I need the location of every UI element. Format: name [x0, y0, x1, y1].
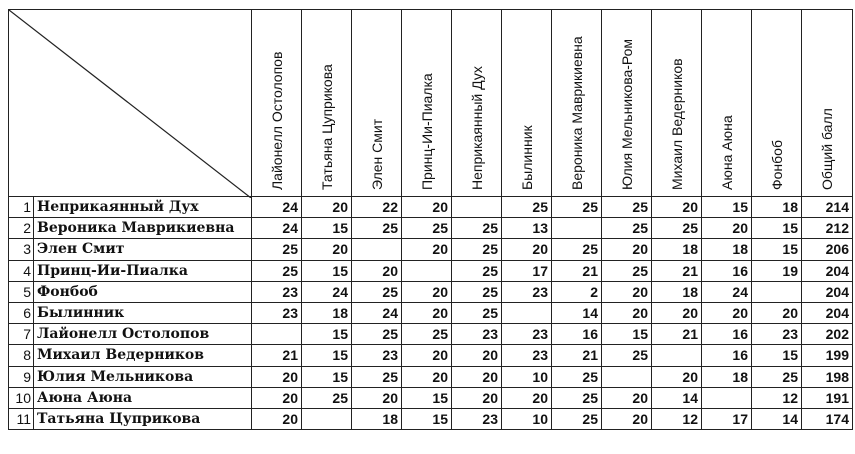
table-row	[9, 366, 853, 387]
score-cell: 25	[602, 197, 652, 218]
participant-name: Былинник	[34, 302, 252, 323]
score-cell: 10	[502, 408, 552, 429]
score-cell: 24	[252, 197, 302, 218]
score-cell: 15	[302, 260, 352, 281]
table-row	[9, 408, 853, 429]
score-cell: 13	[502, 218, 552, 239]
row-number: 6	[9, 302, 34, 323]
score-cell	[352, 239, 402, 260]
table-row	[9, 345, 853, 366]
score-cell: 24	[252, 218, 302, 239]
total-score-cell: 214	[802, 197, 853, 218]
score-cell: 20	[252, 366, 302, 387]
score-cell: 20	[602, 239, 652, 260]
score-cell: 25	[352, 324, 402, 345]
score-cell: 19	[752, 260, 802, 281]
score-cell	[652, 345, 702, 366]
score-cell: 20	[702, 218, 752, 239]
score-cell: 20	[452, 345, 502, 366]
table-row	[9, 281, 853, 302]
participant-name: Принц-Ии-Пиалка	[34, 260, 252, 281]
score-cell: 18	[702, 366, 752, 387]
score-cell: 25	[252, 260, 302, 281]
score-cell: 20	[602, 387, 652, 408]
row-number: 8	[9, 345, 34, 366]
score-cell: 21	[552, 260, 602, 281]
column-header-label: Неприкаянный Дух	[468, 66, 485, 190]
score-cell: 25	[452, 302, 502, 323]
total-score-cell: 204	[802, 260, 853, 281]
score-cell: 20	[452, 366, 502, 387]
column-header	[752, 10, 802, 197]
total-score-cell: 206	[802, 239, 853, 260]
total-score-cell: 191	[802, 387, 853, 408]
score-cell: 25	[452, 281, 502, 302]
score-cell: 23	[502, 324, 552, 345]
participant-name: Неприкаянный Дух	[34, 197, 252, 218]
score-cell: 20	[702, 302, 752, 323]
score-cell	[452, 197, 502, 218]
column-header	[302, 10, 352, 197]
column-header-label: Аюна Аюна	[718, 115, 735, 190]
score-cell: 15	[752, 345, 802, 366]
score-cell: 25	[502, 197, 552, 218]
column-header	[352, 10, 402, 197]
score-cell: 23	[352, 345, 402, 366]
participant-name: Татьяна Цуприкова	[34, 408, 252, 429]
score-cell	[252, 324, 302, 345]
score-cell: 20	[352, 260, 402, 281]
score-cell	[302, 408, 352, 429]
score-cell	[402, 260, 452, 281]
score-cell: 15	[302, 218, 352, 239]
score-cell: 25	[402, 218, 452, 239]
column-header-label: Принц-Ии-Пиалка	[418, 73, 435, 190]
score-cell: 15	[752, 218, 802, 239]
column-header-label: Вероника Маврикиевна	[568, 36, 585, 190]
score-cell: 15	[302, 345, 352, 366]
column-header-label: Лайонелл Остолопов	[268, 51, 285, 190]
score-cell: 14	[752, 408, 802, 429]
score-cell: 20	[402, 281, 452, 302]
score-cell: 25	[252, 239, 302, 260]
total-score-cell: 204	[802, 302, 853, 323]
column-header	[602, 10, 652, 197]
score-cell	[702, 387, 752, 408]
score-cell	[502, 302, 552, 323]
score-cell: 25	[552, 366, 602, 387]
row-number: 2	[9, 218, 34, 239]
score-cell: 15	[302, 324, 352, 345]
score-cell: 21	[252, 345, 302, 366]
total-score-cell: 204	[802, 281, 853, 302]
score-cell: 14	[552, 302, 602, 323]
score-cell	[552, 218, 602, 239]
table-row	[9, 302, 853, 323]
score-cell: 23	[502, 345, 552, 366]
score-cell: 17	[702, 408, 752, 429]
score-cell: 20	[302, 239, 352, 260]
column-header	[502, 10, 552, 197]
score-cell: 25	[552, 239, 602, 260]
score-cell: 20	[602, 302, 652, 323]
table-row	[9, 387, 853, 408]
score-cell: 23	[252, 281, 302, 302]
table-row	[9, 260, 853, 281]
score-cell: 23	[502, 281, 552, 302]
total-score-cell: 198	[802, 366, 853, 387]
score-cell: 25	[402, 324, 452, 345]
score-cell: 16	[702, 324, 752, 345]
total-score-cell: 174	[802, 408, 853, 429]
score-cell: 25	[352, 281, 402, 302]
score-cell: 20	[752, 302, 802, 323]
score-cell: 25	[602, 345, 652, 366]
score-cell: 25	[752, 366, 802, 387]
score-cell: 25	[352, 218, 402, 239]
score-cell: 20	[602, 281, 652, 302]
score-cell: 20	[402, 197, 452, 218]
score-cell: 15	[702, 197, 752, 218]
score-cell: 17	[502, 260, 552, 281]
diagonal-line	[9, 10, 251, 198]
total-score-cell: 202	[802, 324, 853, 345]
score-cell: 14	[652, 387, 702, 408]
score-cell: 23	[252, 302, 302, 323]
score-cell: 21	[652, 260, 702, 281]
score-cell: 10	[502, 366, 552, 387]
score-cell: 20	[602, 408, 652, 429]
participant-name: Юлия Мельникова	[34, 366, 252, 387]
score-cell: 15	[402, 387, 452, 408]
score-cell: 20	[252, 387, 302, 408]
score-cell: 20	[402, 345, 452, 366]
column-header-label: Элен Смит	[368, 118, 385, 190]
score-cell: 21	[652, 324, 702, 345]
score-cell: 15	[402, 408, 452, 429]
column-header	[802, 10, 853, 197]
participant-name: Вероника Маврикиевна	[34, 218, 252, 239]
score-cell: 25	[352, 366, 402, 387]
score-cell: 22	[352, 197, 402, 218]
column-header	[402, 10, 452, 197]
column-header-label: Михаил Ведерников	[668, 58, 685, 190]
row-number: 5	[9, 281, 34, 302]
score-cell: 25	[452, 218, 502, 239]
score-cell: 25	[552, 408, 602, 429]
table-row	[9, 197, 853, 218]
participant-name: Лайонелл Остолопов	[34, 324, 252, 345]
score-cell: 23	[452, 408, 502, 429]
row-number: 10	[9, 387, 34, 408]
corner-cell	[9, 10, 252, 197]
table-row	[9, 218, 853, 239]
score-cell: 20	[302, 197, 352, 218]
score-cell: 12	[752, 387, 802, 408]
score-cell: 20	[502, 387, 552, 408]
score-cell	[602, 366, 652, 387]
row-number: 4	[9, 260, 34, 281]
score-cell: 20	[402, 302, 452, 323]
score-cell: 2	[552, 281, 602, 302]
table-row	[9, 239, 853, 260]
column-header	[452, 10, 502, 197]
score-cell: 20	[652, 302, 702, 323]
score-cell: 18	[302, 302, 352, 323]
participant-name: Аюна Аюна	[34, 387, 252, 408]
score-cell: 20	[402, 239, 452, 260]
row-number: 3	[9, 239, 34, 260]
table-body	[9, 197, 853, 430]
row-number: 11	[9, 408, 34, 429]
score-cell	[752, 281, 802, 302]
score-cell: 18	[702, 239, 752, 260]
score-cell: 20	[252, 408, 302, 429]
score-cell: 25	[302, 387, 352, 408]
score-cell: 25	[652, 218, 702, 239]
score-cell: 24	[702, 281, 752, 302]
column-header-label: Юлия Мельникова-Ром	[618, 38, 635, 190]
column-header-label: Былинник	[518, 125, 535, 190]
table-row	[9, 324, 853, 345]
score-cell: 20	[452, 387, 502, 408]
score-cell: 18	[652, 281, 702, 302]
score-cell: 25	[452, 260, 502, 281]
score-table	[8, 9, 853, 430]
row-number: 1	[9, 197, 34, 218]
score-cell: 15	[752, 239, 802, 260]
column-header	[552, 10, 602, 197]
score-cell: 15	[602, 324, 652, 345]
column-header-label: Фонбоб	[768, 140, 785, 190]
participant-name: Фонбоб	[34, 281, 252, 302]
score-cell: 25	[552, 197, 602, 218]
score-cell: 18	[652, 239, 702, 260]
score-cell: 25	[452, 239, 502, 260]
score-cell: 25	[602, 218, 652, 239]
score-cell: 23	[752, 324, 802, 345]
score-cell: 20	[652, 197, 702, 218]
score-cell: 16	[702, 260, 752, 281]
column-header	[252, 10, 302, 197]
total-score-cell: 199	[802, 345, 853, 366]
column-header	[652, 10, 702, 197]
column-header-label: Общий балл	[819, 108, 835, 190]
score-cell: 20	[652, 366, 702, 387]
row-number: 7	[9, 324, 34, 345]
participant-name: Михаил Ведерников	[34, 345, 252, 366]
score-cell: 16	[552, 324, 602, 345]
score-cell: 12	[652, 408, 702, 429]
score-cell: 23	[452, 324, 502, 345]
score-cell: 18	[352, 408, 402, 429]
score-cell: 25	[602, 260, 652, 281]
column-header-label: Татьяна Цуприкова	[318, 64, 335, 190]
score-cell: 15	[302, 366, 352, 387]
score-cell: 20	[352, 387, 402, 408]
score-cell: 21	[552, 345, 602, 366]
score-cell: 20	[402, 366, 452, 387]
row-number: 9	[9, 366, 34, 387]
score-cell: 16	[702, 345, 752, 366]
total-score-cell: 212	[802, 218, 853, 239]
participant-name: Элен Смит	[34, 239, 252, 260]
column-header	[702, 10, 752, 197]
score-cell: 24	[352, 302, 402, 323]
score-cell: 25	[552, 387, 602, 408]
header-row	[9, 10, 853, 197]
score-cell: 24	[302, 281, 352, 302]
score-cell: 18	[752, 197, 802, 218]
score-cell: 20	[502, 239, 552, 260]
